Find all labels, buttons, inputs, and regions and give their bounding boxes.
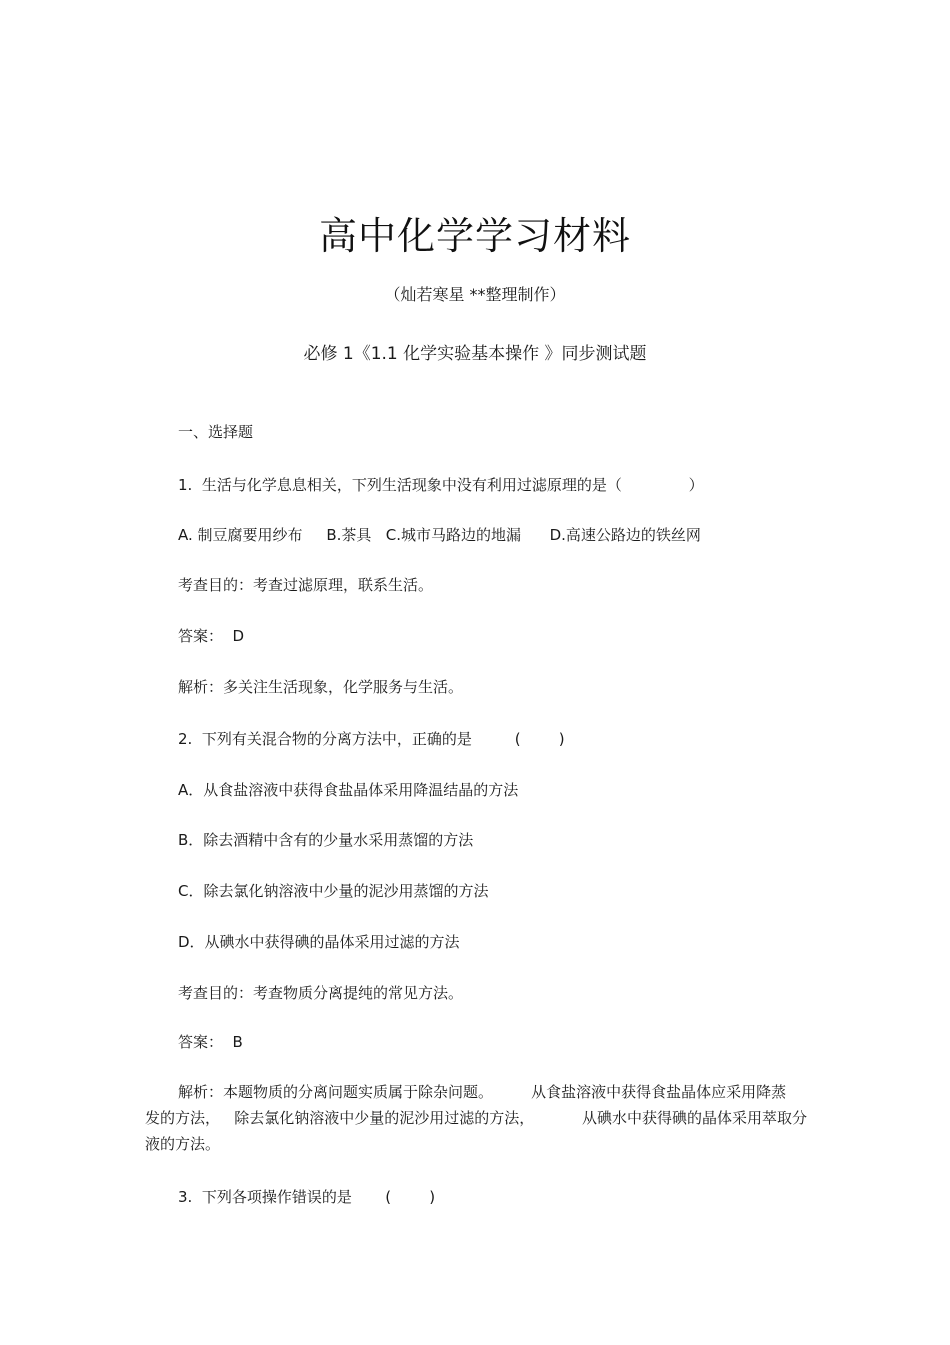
question-2-analysis-line-3: 液的方法。	[145, 1135, 221, 1153]
question-2: 2. 下列有关混合物的分离方法中，正确的是 ( )	[178, 730, 565, 748]
question-1-options: A. 制豆腐要用纱布 B.茶具 C.城市马路边的地漏 D.高速公路边的铁丝网	[178, 526, 701, 544]
question-2-analysis-line-1: 解析：本题物质的分离问题实质属于除杂问题。 从食盐溶液中获得食盐晶体应采用降蒸	[178, 1083, 787, 1101]
question-3: 3. 下列各项操作错误的是 ( )	[178, 1188, 436, 1206]
question-2-analysis-line-2: 发的方法， 除去氯化钠溶液中少量的泥沙用过滤的方法， 从碘水中获得碘的晶体采用萃取分	[145, 1109, 807, 1127]
question-1-analysis: 解析：多关注生活现象，化学服务与生活。	[178, 678, 464, 696]
question-2-option-d: D．从碘水中获得碘的晶体采用过滤的方法	[178, 933, 460, 951]
question-2-option-c: C．除去氯化钠溶液中少量的泥沙用蒸馏的方法	[178, 882, 489, 900]
section-title: 一、选择题	[178, 423, 254, 441]
question-2-option-a: A．从食盐溶液中获得食盐晶体采用降温结晶的方法	[178, 781, 519, 799]
question-1-purpose: 考查目的：考查过滤原理，联系生活。	[178, 576, 434, 594]
question-1-answer: 答案： D	[178, 627, 245, 645]
test-heading: 必修 1《1.1 化学实验基本操作 》同步测试题	[303, 344, 647, 364]
question-2-answer: 答案： B	[178, 1033, 243, 1051]
question-1: 1. 生活与化学息息相关，下列生活现象中没有利用过滤原理的是（ ）	[178, 476, 704, 494]
document-title: 高中化学学习材料	[318, 214, 631, 258]
question-2-purpose: 考查目的：考查物质分离提纯的常见方法。	[178, 984, 464, 1002]
document-subtitle: （灿若寒星 **整理制作）	[384, 285, 566, 304]
question-2-option-b: B．除去酒精中含有的少量水采用蒸馏的方法	[178, 831, 474, 849]
